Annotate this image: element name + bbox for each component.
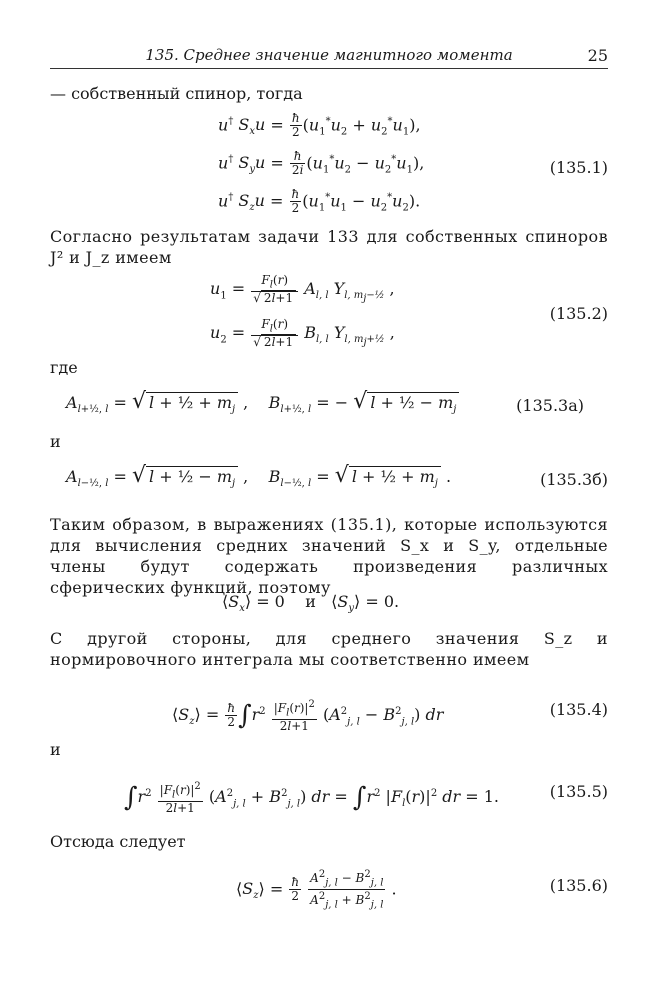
equation-135-1-x: u† $S_xu$ = $\frac{ħ}{2}$ $(u_1^*u_2 + u_2^*u_1)$, <box>218 111 421 140</box>
paragraph-thus: Таким образом, в выражениях (135.1), которые используются для вычисления средних значений S_x и S_y, отдельные члены будут содержать произведения различных сферических функций, поэтому <box>50 515 608 597</box>
running-title: 135. Среднее значение магнитного момента <box>145 46 513 64</box>
equation-number-135-3a: (135.3а) <box>516 396 584 415</box>
equation-number-135-5: (135.5) <box>549 782 608 801</box>
equation-135-2-a: $u_1$ = $\frac{F_l(r)}{√ 2l+1}$ $A_{l, l}$ $Y_{l, m_j-\frac{1}{2}}$ , <box>210 273 395 306</box>
equation-number-135-3b: (135.3б) <box>540 470 608 489</box>
running-header <box>50 42 608 69</box>
equation-135-4: $⟨S_z⟩$ = $\frac{ħ}{2}$ $\int r^2$ $\frac{|F_l(r)|^2}{2l+1}$ $(A^2_{j, l} - B^2_{j, l})$ dr <box>172 699 444 734</box>
paragraph-other-side: С другой стороны, для среднего значения S_z и нормировочного интеграла мы соответственно имеем <box>50 629 608 669</box>
word-hence: Отсюда следует <box>50 832 186 851</box>
spinor-line: — собственный спинор, тогда <box>50 84 303 103</box>
equation-number-135-4: (135.4) <box>549 700 608 719</box>
equation-135-1-y: u† $S_yu$ = $\frac{ħ}{2i}$ $(u_1^*u_2 - u_2^*u_1)$, <box>218 149 425 178</box>
equation-zero-means: $⟨S_x⟩ = 0$ и $⟨S_y⟩ = 0$. <box>222 592 400 615</box>
equation-135-3b: $A_{l-\frac{1}{2}, l}$ = √ l + ½ − $m_j$ , $B_{l-\frac{1}{2}, l}$ = √ l + ½ + $m_j$ . <box>66 463 452 490</box>
equation-135-5: $\int r^2$ $\frac{|F_l(r)|^2}{2l+1}$ $(A^2_{j, l} + B^2_{j, l})$ dr = $\int r^2$ $|F_l(r)|^2$ dr = 1. <box>124 781 500 816</box>
word-where: где <box>50 358 78 377</box>
word-and-1: и <box>50 432 61 451</box>
equation-number-135-1: (135.1) <box>549 158 608 177</box>
equation-135-1-z: u† $S_zu$ = $\frac{ħ}{2}$ $(u_1^*u_1 - u_2^*u_2)$. <box>218 187 421 216</box>
equation-number-135-6: (135.6) <box>549 876 608 895</box>
equation-number-135-2: (135.2) <box>549 304 608 323</box>
equation-135-6: $⟨S_z⟩$ = $\frac{ħ}{2}$ $\frac{A^2_{j, l} - B^2_{j, l}}{A^2_{j, l} + B^2_{j, l}}$ . <box>236 869 397 911</box>
paragraph-according: Согласно результатам задачи 133 для собственных спиноров J² и J_z имеем <box>50 227 608 267</box>
equation-135-2-b: $u_2$ = $\frac{F_l(r)}{√ 2l+1}$ $B_{l, l}$ $Y_{l, m_j+\frac{1}{2}}$ , <box>210 317 395 350</box>
word-and-2: и <box>50 740 61 759</box>
page-number: 25 <box>587 46 608 65</box>
equation-135-3a: $A_{l+\frac{1}{2}, l}$ = √ l + ½ + $m_j$ , $B_{l+\frac{1}{2}, l}$ = − √ l + ½ − $m_j$ <box>66 392 459 420</box>
